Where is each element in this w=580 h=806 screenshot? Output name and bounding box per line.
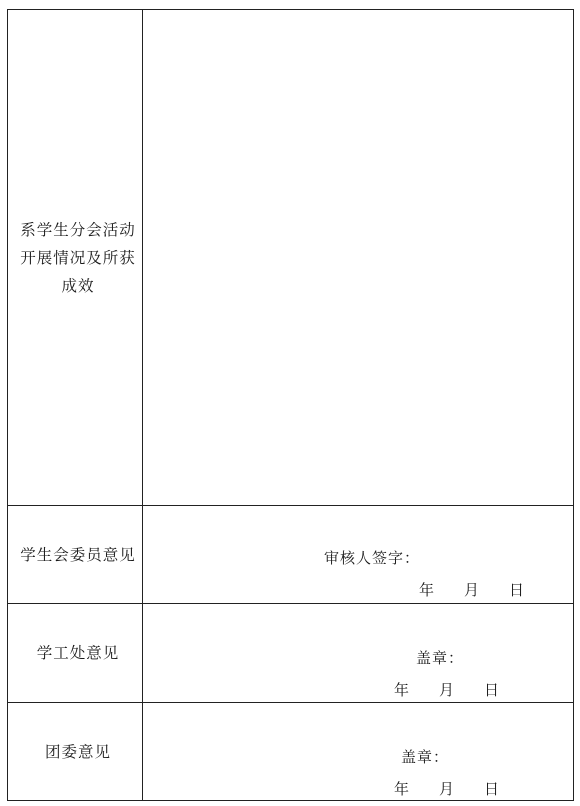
stamp-label: 盖章： [401, 748, 450, 766]
youth-league-label-cell [8, 703, 143, 800]
committee-content-cell[interactable] [143, 506, 573, 603]
date-month: 月 [464, 581, 480, 599]
student-affairs-label-cell [8, 604, 143, 702]
student-affairs-opinion-row [8, 604, 573, 703]
activities-label: 系学生分会活动开展情况及所获成效 [20, 220, 136, 295]
student-affairs-content-cell[interactable] [143, 604, 573, 702]
approval-form-table [7, 9, 574, 801]
date-year: 年 [419, 581, 435, 599]
date-day: 日 [509, 581, 525, 599]
youth-league-content-cell[interactable] [143, 703, 573, 800]
signature-label: 审核人签字： [324, 549, 421, 567]
student-affairs-date [394, 679, 499, 700]
activities-row [8, 10, 573, 506]
date-month: 月 [439, 780, 455, 798]
stamp-label: 盖章： [416, 649, 465, 667]
committee-label-cell [8, 506, 143, 603]
date-year: 年 [394, 681, 410, 699]
date-year: 年 [394, 780, 410, 798]
date-day: 日 [484, 681, 500, 699]
committee-opinion-row [8, 506, 573, 604]
youth-league-opinion-row [8, 703, 573, 800]
activities-content-cell[interactable] [143, 10, 573, 505]
activities-label-cell [8, 10, 143, 505]
youth-league-date [394, 778, 499, 799]
date-month: 月 [439, 681, 455, 699]
date-day: 日 [484, 780, 500, 798]
committee-date [419, 579, 524, 600]
youth-league-label: 团委意见 [44, 742, 111, 761]
student-affairs-label: 学工处意见 [36, 644, 120, 662]
committee-label: 学生会委员意见 [20, 545, 136, 564]
